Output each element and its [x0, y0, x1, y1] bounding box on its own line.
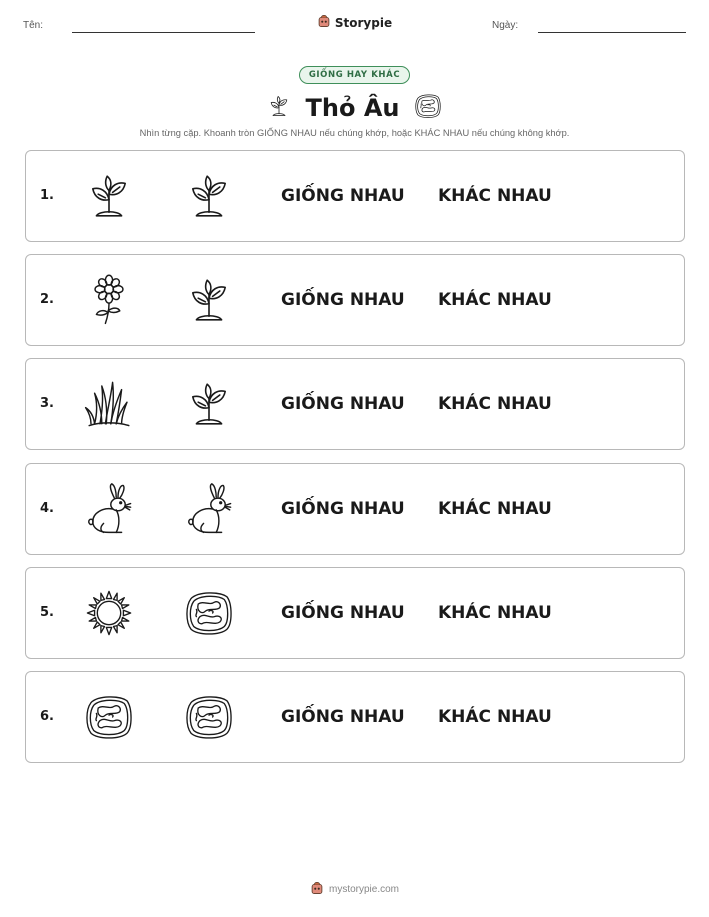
sprout-icon — [182, 377, 236, 431]
same-option[interactable]: GIỐNG NHAU — [281, 290, 405, 311]
question-row — [25, 358, 685, 450]
question-row — [25, 567, 685, 659]
question-row — [25, 254, 685, 346]
same-option[interactable]: GIỐNG NHAU — [281, 602, 405, 623]
burrow-icon — [182, 586, 236, 640]
question-list — [25, 150, 685, 775]
instructions: Nhìn từng cặp. Khoanh tròn GIỐNG NHAU nếu chúng khớp, hoặc KHÁC NHAU nếu chúng không khớp. — [139, 128, 570, 138]
page-title: Thỏ Âu — [305, 94, 400, 122]
different-option[interactable]: KHÁC NHAU — [438, 290, 552, 311]
question-number: 6. — [40, 708, 54, 724]
sprout-icon — [82, 169, 136, 223]
name-label: Tên: — [23, 20, 44, 31]
different-option[interactable]: KHÁC NHAU — [438, 706, 552, 727]
burrow-icon — [182, 690, 236, 744]
sun-icon — [82, 586, 136, 640]
flower-icon — [82, 273, 136, 327]
name-line[interactable] — [72, 32, 255, 33]
sprout-icon — [266, 93, 292, 123]
storypie-logo-icon — [317, 13, 331, 32]
sprout-icon — [182, 169, 236, 223]
footer-url[interactable]: mystorypie.com — [328, 884, 399, 895]
same-option[interactable]: GIỐNG NHAU — [281, 186, 405, 206]
question-row — [25, 671, 685, 763]
different-option[interactable]: KHÁC NHAU — [438, 498, 552, 519]
question-number: 3. — [40, 396, 54, 412]
date-label: Ngày: — [492, 20, 519, 31]
question-number: 4. — [40, 500, 54, 516]
grass-icon — [82, 377, 136, 431]
date-line[interactable] — [538, 32, 686, 33]
brand — [0, 13, 709, 32]
sprout-icon — [182, 273, 236, 327]
rabbit-icon — [82, 482, 136, 536]
same-option[interactable]: GIỐNG NHAU — [281, 498, 405, 519]
worksheet-type-badge: GIỐNG HAY KHÁC — [299, 66, 410, 84]
different-option[interactable]: KHÁC NHAU — [438, 602, 552, 623]
question-number: 2. — [40, 292, 54, 308]
different-option[interactable]: KHÁC NHAU — [438, 394, 552, 415]
title-row — [0, 91, 709, 125]
burrow-icon — [413, 91, 443, 125]
brand-name: Storypie — [334, 15, 393, 30]
different-option[interactable]: KHÁC NHAU — [438, 186, 552, 206]
question-row — [25, 463, 685, 555]
rabbit-icon — [182, 482, 236, 536]
same-option[interactable]: GIỐNG NHAU — [281, 706, 405, 727]
question-row — [25, 150, 685, 242]
burrow-icon — [82, 690, 136, 744]
same-option[interactable]: GIỐNG NHAU — [281, 394, 405, 415]
question-number: 5. — [40, 604, 54, 620]
question-number: 1. — [40, 188, 54, 203]
footer — [0, 880, 709, 899]
storypie-logo-icon — [310, 880, 324, 899]
